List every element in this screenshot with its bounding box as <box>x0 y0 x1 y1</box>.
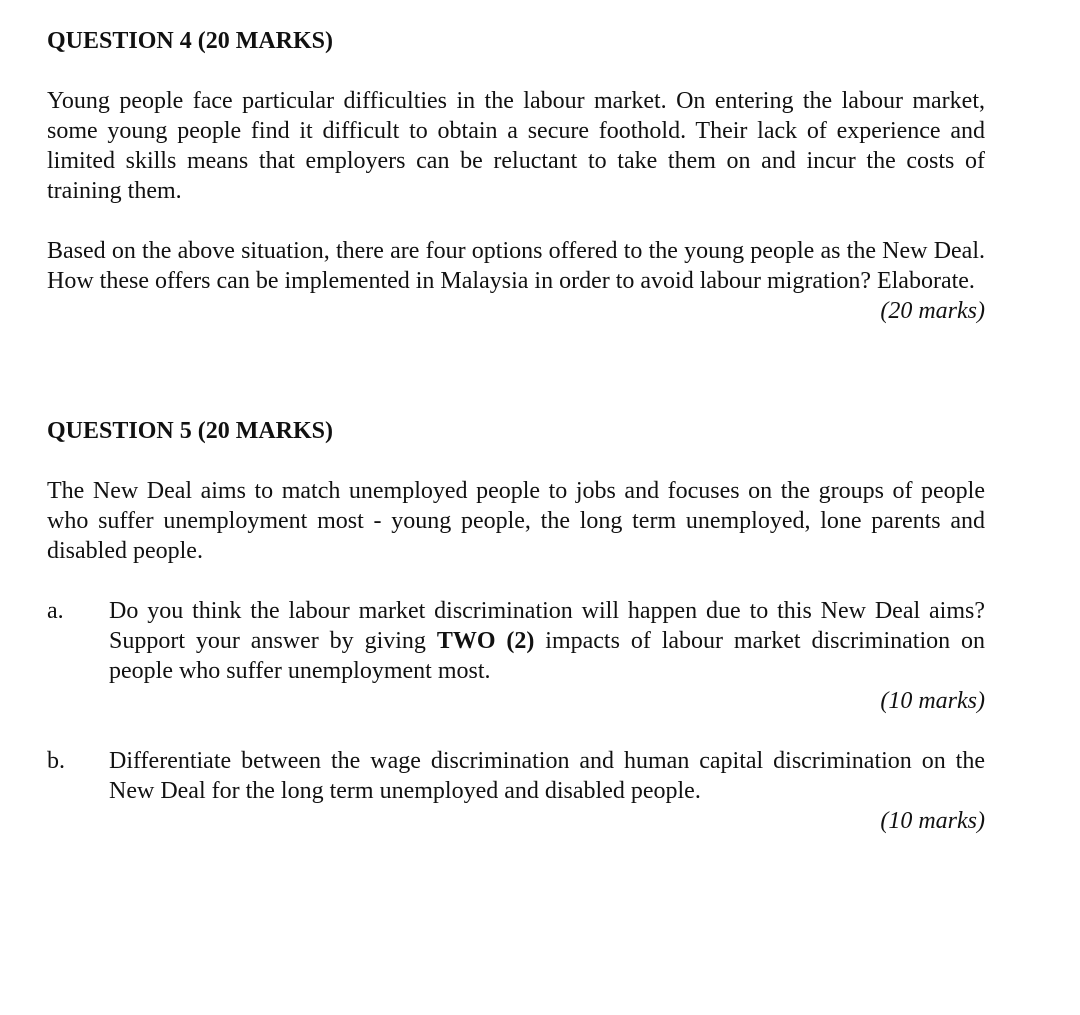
part-a-text <box>109 596 985 686</box>
part-b-marks: (10 marks) <box>880 808 985 834</box>
question-4-context: Young people face particular difficulties in the labour market. On entering the labour market, some young people find it difficult to obtain a secure foothold. Their lack of experience and limited skills means that employers can be reluctant to take them on and incur the costs of training them. <box>47 88 985 204</box>
question-5-heading: QUESTION 5 (20 MARKS) <box>47 418 334 444</box>
question-4-marks: (20 marks) <box>880 298 985 324</box>
question-4-heading: QUESTION 4 (20 MARKS) <box>47 28 334 54</box>
question-5 <box>47 416 985 836</box>
part-a-text-before: Do you think the labour market discrimination will happen due to this New Deal aims? Support your answer by giving <box>109 598 985 654</box>
part-b-text: Differentiate between the wage discrimination and human capital discrimination on the New Deal for the long term unemployed and disabled people. <box>109 748 985 804</box>
question-5-part-a <box>47 596 985 686</box>
question-4-prompt: Based on the above situation, there are four options offered to the young people as the New Deal. How these offers can be implemented in Malaysia in order to avoid labour migration? Elaborate. <box>47 238 985 294</box>
exam-page <box>47 26 985 836</box>
question-5-intro: The New Deal aims to match unemployed people to jobs and focuses on the groups of people who suffer unemployment most - young people, the long term unemployed, lone parents and disabled people. <box>47 478 985 564</box>
question-5-part-b <box>47 746 985 806</box>
part-a-marks: (10 marks) <box>880 688 985 714</box>
part-a-label: a. <box>47 598 64 624</box>
part-a-text-after: impacts of labour market discrimination on people who suffer unemployment most. <box>109 628 986 684</box>
part-a-emphasis: TWO (2) <box>436 628 535 654</box>
question-4 <box>47 26 985 326</box>
part-b-label: b. <box>47 748 65 774</box>
